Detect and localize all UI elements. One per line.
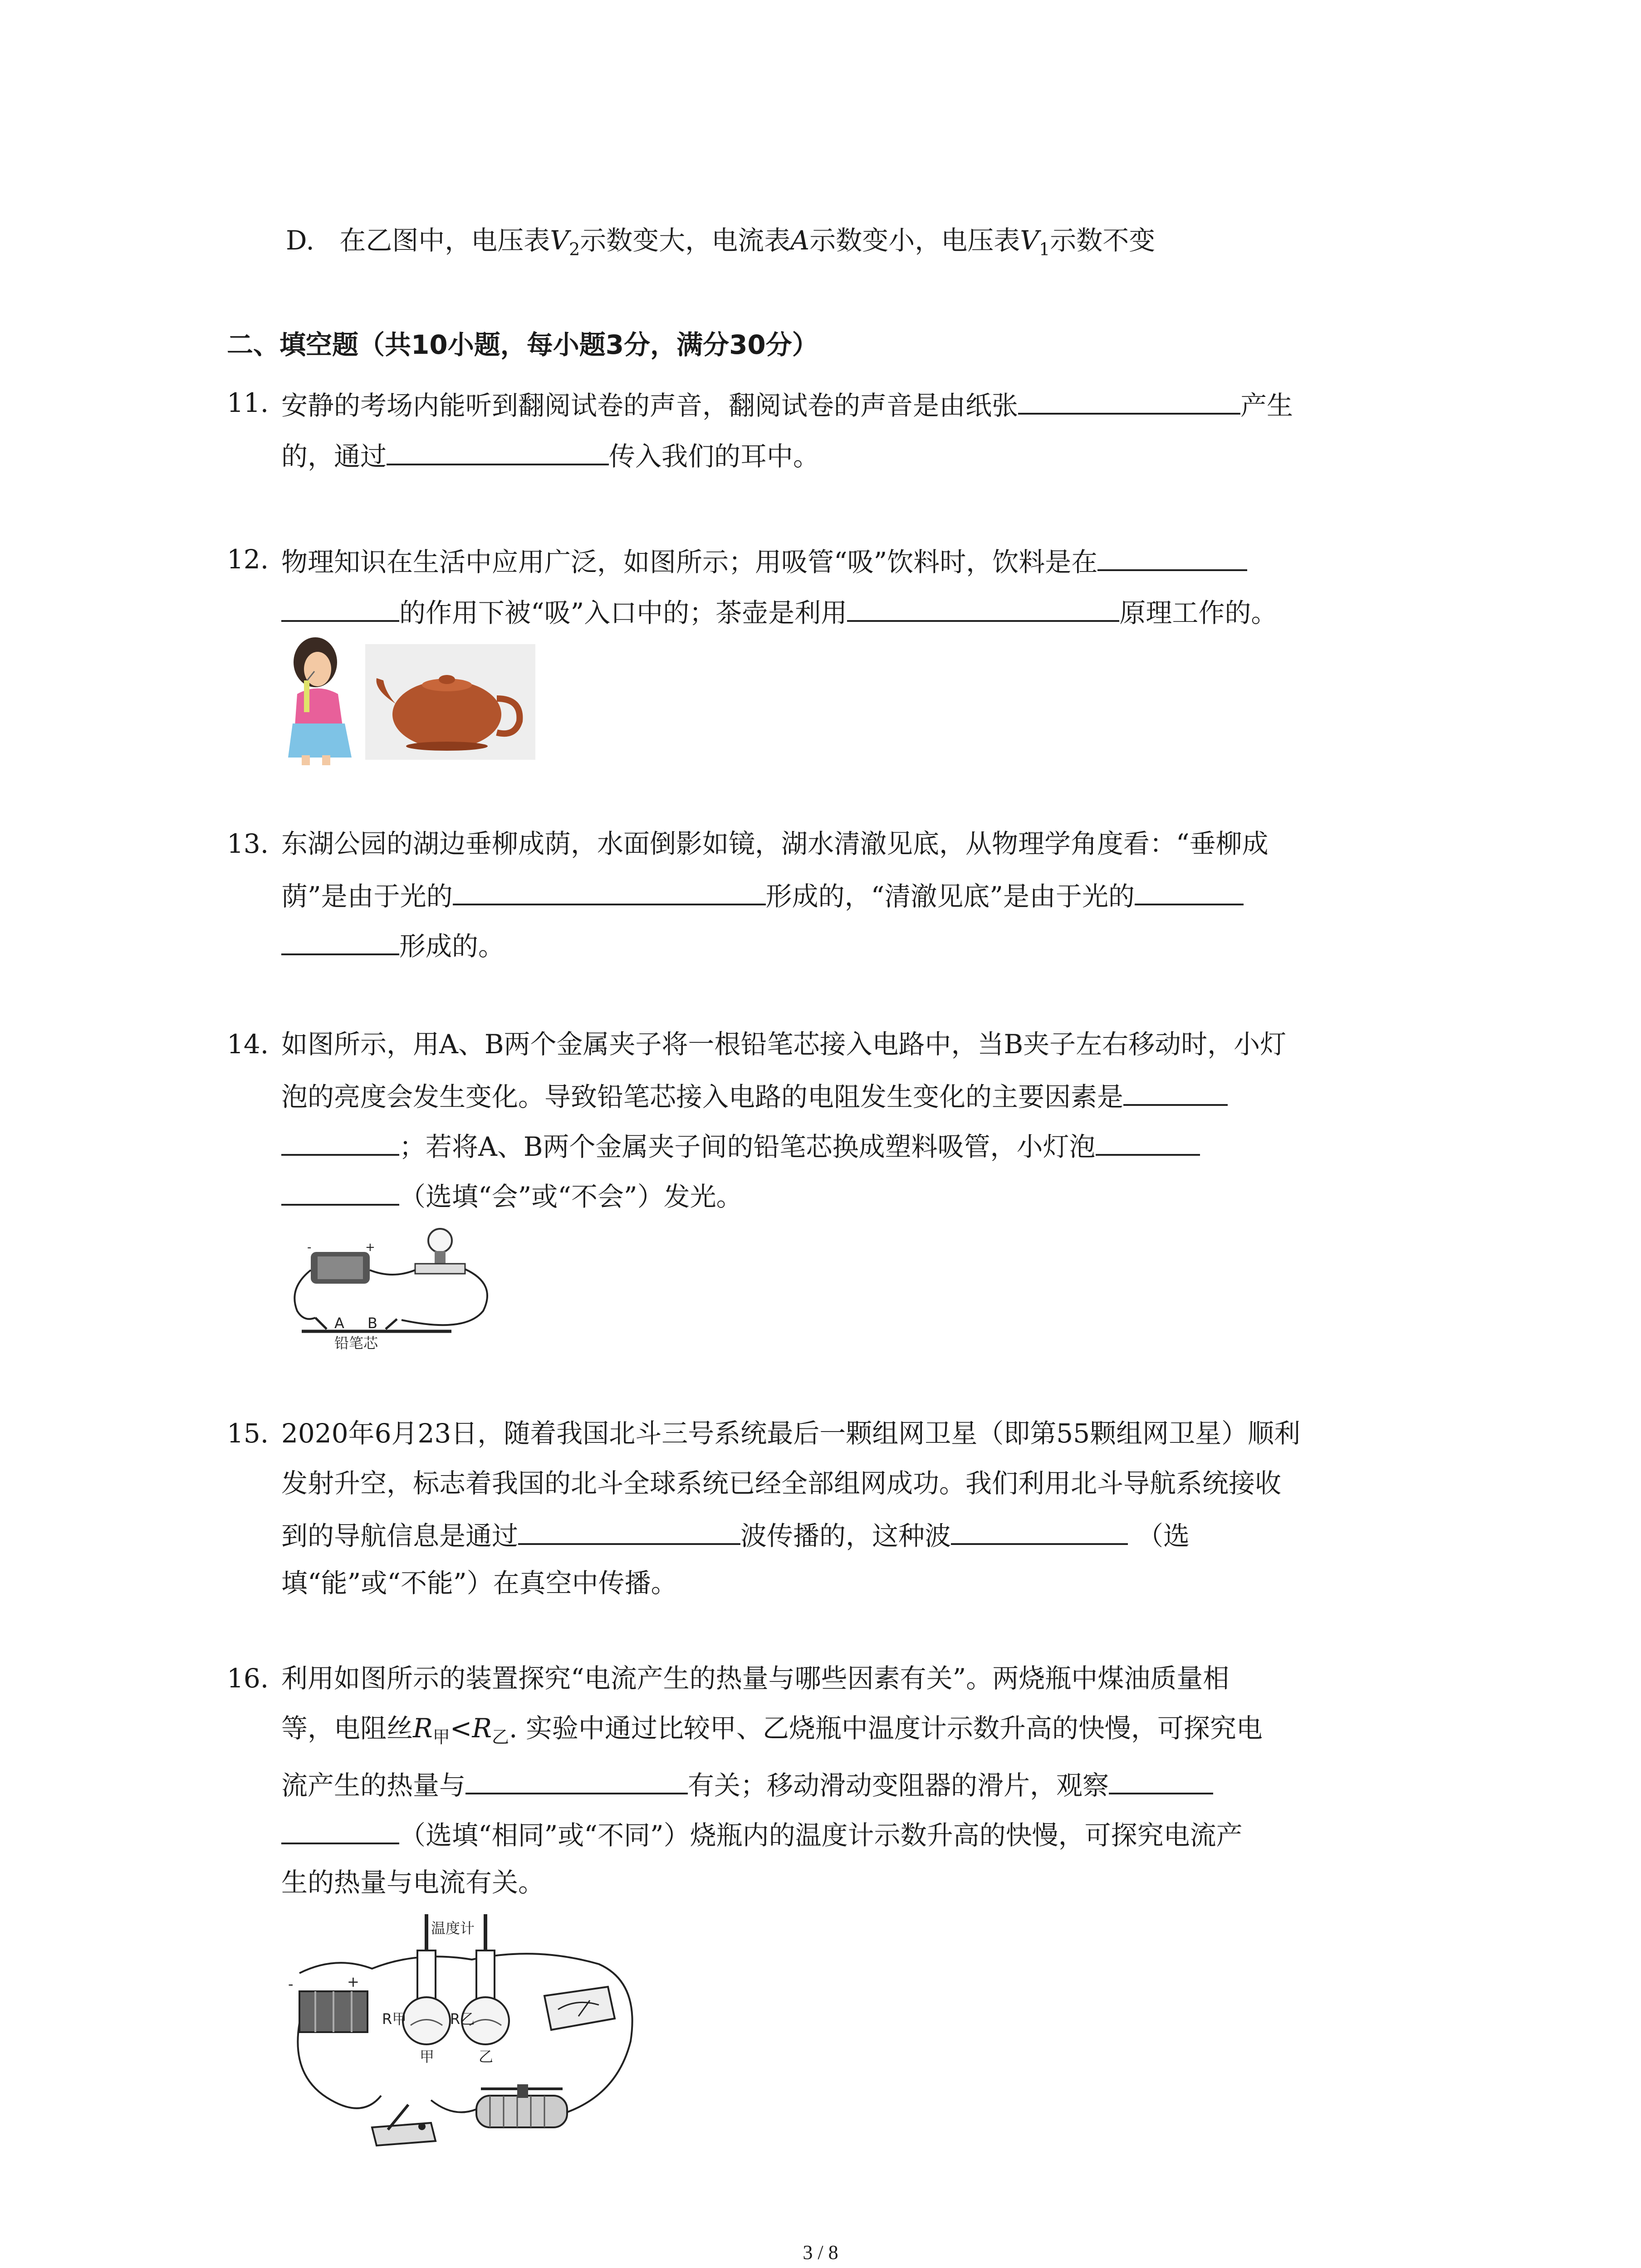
q15-line-3: 到的导航信息是通过 波传播的，这种波 （选: [281, 1515, 1190, 1554]
rheostat-icon: [476, 2084, 567, 2127]
svg-text:-: -: [307, 1241, 312, 1254]
option-text: 在乙图中，电压表: [339, 225, 550, 256]
q15-line-2: 发射升空，标志着我国的北斗全球系统已经全部组网成功。我们利用北斗导航系统接收: [281, 1468, 1282, 1499]
q13-number: 13.: [227, 828, 269, 859]
answer-blank[interactable]: [281, 1814, 399, 1844]
q16-number: 16.: [227, 1663, 269, 1694]
q14-number: 14.: [227, 1029, 269, 1060]
page-number: 3 / 8: [803, 2241, 838, 2263]
answer-blank[interactable]: [453, 875, 766, 905]
battery-pack-icon: [288, 1973, 367, 2032]
svg-text:-: -: [288, 1975, 294, 1993]
q16-line-4: （选填“相同”或“不同”）烧瓶内的温度计示数升高的快慢，可探究电流产: [281, 1814, 1243, 1853]
switch-icon: [372, 2105, 436, 2146]
q14-circuit-figure: [284, 1220, 501, 1356]
answer-blank[interactable]: [281, 592, 399, 622]
q16-line-1: 利用如图所示的装置探究“电流产生的热量与哪些因素有关”。两烧瓶中煤油质量相: [281, 1663, 1230, 1694]
q14-line-4: （选填“会”或“不会”）发光。: [281, 1176, 743, 1215]
answer-blank[interactable]: [281, 1176, 399, 1206]
section-title: 二、填空题（共10小题，每小题3分，满分30分）: [227, 329, 818, 360]
answer-blank[interactable]: [387, 435, 609, 465]
q11-line-2: 的，通过 传入我们的耳中。: [281, 435, 819, 474]
pencil-lead-label: 铅笔芯: [334, 1334, 378, 1352]
resistor-jia-label: R甲: [382, 2010, 407, 2028]
battery-icon: [307, 1241, 375, 1284]
q14-line-2: 泡的亮度会发生变化。导致铅笔芯接入电路的电阻发生变化的主要因素是: [281, 1076, 1228, 1115]
q11-number: 11.: [227, 387, 269, 418]
teapot-image: [365, 644, 535, 760]
ammeter-icon: [544, 1987, 615, 2030]
q14-line-1: 如图所示，用A、B两个金属夹子将一根铅笔芯接入电路中，当B夹子左右移动时，小灯: [281, 1029, 1287, 1060]
q16-experiment-figure: [281, 1905, 653, 2168]
flask-yi-label: 乙: [479, 2048, 494, 2065]
q12-number: 12.: [227, 544, 269, 575]
q15-line-1: 2020年6月23日，随着我国北斗三号系统最后一颗组网卫星（即第55颗组网卫星）顺利: [281, 1418, 1301, 1449]
q13-line-1: 东湖公园的湖边垂柳成荫，水面倒影如镜，湖水清澈见底，从物理学角度看：“垂柳成: [281, 828, 1269, 859]
svg-text:+: +: [365, 1241, 375, 1254]
answer-blank[interactable]: [847, 592, 1119, 622]
girl-drinking-image: [284, 635, 356, 767]
answer-blank[interactable]: [1123, 1076, 1228, 1106]
q15-number: 15.: [227, 1418, 269, 1449]
resistor-yi-label: R乙: [450, 2010, 475, 2028]
answer-blank[interactable]: [281, 1126, 399, 1156]
q12-line-1: 物理知识在生活中应用广泛，如图所示；用吸管“吸”饮料时，饮料是在: [281, 541, 1247, 580]
answer-blank[interactable]: [518, 1515, 740, 1545]
flask-jia-label: 甲: [420, 2048, 435, 2065]
answer-blank[interactable]: [1109, 1765, 1213, 1794]
q11-line-1: 安静的考场内能听到翻阅试卷的声音，翻阅试卷的声音是由纸张 产生: [281, 385, 1293, 424]
answer-blank[interactable]: [1018, 385, 1240, 415]
q15-line-4: 填“能”或“不能”）在真空中传播。: [281, 1568, 677, 1598]
clip-b-label: B: [367, 1315, 377, 1332]
option-letter: D.: [286, 225, 314, 256]
q16-line-5: 生的热量与电流有关。: [281, 1867, 545, 1898]
answer-blank[interactable]: [1135, 875, 1244, 905]
q16-line-3: 流产生的热量与 有关；移动滑动变阻器的滑片，观察: [281, 1765, 1213, 1804]
thermometer-label: 温度计: [431, 1920, 475, 1937]
q12-figure: [284, 635, 538, 767]
svg-text:+: +: [347, 1973, 359, 1990]
answer-blank[interactable]: [281, 925, 399, 955]
answer-blank[interactable]: [465, 1765, 688, 1794]
q13-line-2: 荫”是由于光的 形成的，“清澈见底”是由于光的: [281, 875, 1244, 914]
q16-line-2: 等，电阻丝$R_甲<R_乙$. 实验中通过比较甲、乙烧瓶中温度计示数升高的快慢，可探究电: [281, 1713, 1263, 1747]
q10-option-d: D. 在乙图中，电压表$V_2$示数变大，电流表A示数变小，电压表$V_1$示数不变: [286, 225, 1156, 259]
answer-blank[interactable]: [951, 1515, 1128, 1545]
q13-line-3: 形成的。: [281, 925, 505, 964]
answer-blank[interactable]: [1097, 541, 1247, 571]
flask-jia-icon: [382, 1950, 450, 2065]
flask-yi-icon: [450, 1950, 509, 2065]
q14-line-3: ；若将A、B两个金属夹子间的铅笔芯换成塑料吸管，小灯泡: [281, 1126, 1200, 1165]
answer-blank[interactable]: [1096, 1126, 1200, 1156]
q12-line-2: 的作用下被“吸”入口中的；茶壶是利用 原理工作的。: [281, 592, 1277, 631]
clip-a-label: A: [334, 1315, 344, 1332]
light-bulb-icon: [415, 1229, 465, 1274]
